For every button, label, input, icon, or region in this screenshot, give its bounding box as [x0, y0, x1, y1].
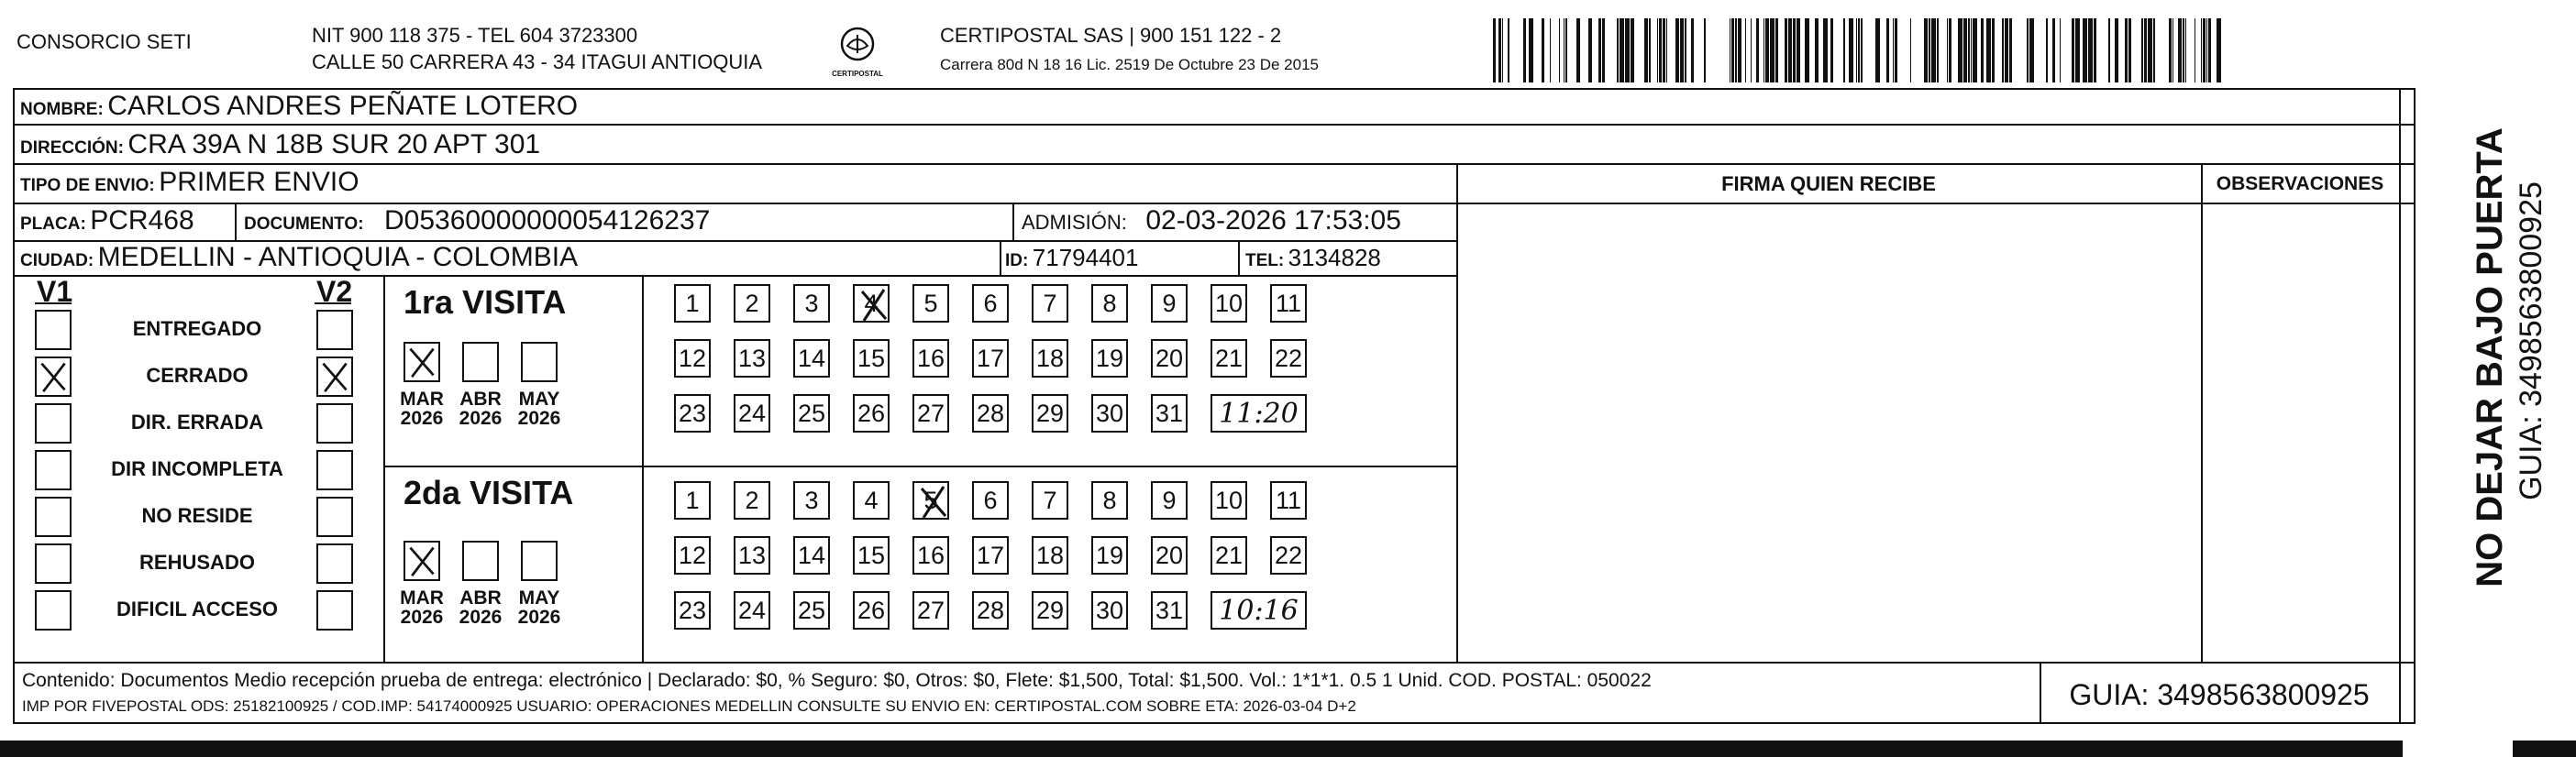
tipo-label: TIPO DE ENVIO:	[20, 176, 155, 195]
day-number: 25	[797, 399, 826, 427]
month-checkbox[interactable]	[404, 342, 440, 382]
day-box[interactable]	[853, 284, 890, 323]
day-box[interactable]	[734, 536, 770, 575]
day-number: 8	[1102, 486, 1117, 514]
day-number: 6	[983, 486, 998, 514]
month-checkbox[interactable]	[521, 342, 558, 382]
firma-area[interactable]	[1460, 205, 2199, 660]
nit-line: NIT 900 118 375 - TEL 604 3723300	[312, 24, 638, 47]
bottom-edge-strip	[0, 741, 2576, 757]
day-number: 4	[864, 289, 879, 317]
observaciones-area[interactable]	[2205, 205, 2397, 660]
day-box[interactable]	[1151, 481, 1188, 520]
day-box[interactable]	[734, 481, 770, 520]
ciudad-cell	[20, 244, 578, 271]
month-label	[453, 588, 508, 627]
day-box[interactable]	[972, 591, 1009, 630]
month-year: 2026	[517, 408, 561, 429]
day-box[interactable]	[793, 591, 830, 630]
handwritten-time: 10:16	[1211, 591, 1307, 630]
month-year: 2026	[400, 607, 444, 628]
day-number: 27	[916, 399, 945, 427]
day-number: 2	[745, 289, 759, 317]
day-box[interactable]	[1151, 536, 1188, 575]
day-box[interactable]	[912, 591, 949, 630]
day-number: 15	[857, 344, 886, 372]
certipostal-logo	[825, 26, 890, 77]
day-number: 1	[685, 289, 700, 317]
handwritten-time: 11:20	[1211, 394, 1307, 433]
footer-guia: GUIA: 3498563800925	[2069, 678, 2370, 711]
day-box[interactable]	[793, 339, 830, 378]
nombre-value: CARLOS ANDRES PEÑATE LOTERO	[107, 91, 579, 121]
id-label: ID:	[1005, 251, 1029, 270]
day-number: 12	[678, 344, 707, 372]
v1-checkbox[interactable]	[35, 310, 72, 350]
day-number: 27	[916, 596, 945, 624]
month-year: 2026	[459, 408, 503, 429]
admision-cell	[1022, 207, 1401, 235]
v1-checkbox[interactable]	[35, 357, 72, 397]
day-number: 20	[1155, 541, 1184, 569]
day-number: 17	[976, 344, 1005, 372]
observaciones-label: OBSERVACIONES	[2216, 173, 2384, 194]
day-number: 1	[685, 486, 700, 514]
day-number: 25	[797, 596, 826, 624]
id-cell	[1005, 246, 1138, 269]
day-number: 11	[1275, 486, 1302, 514]
day-box[interactable]	[734, 591, 770, 630]
license-line: Carrera 80d N 18 16 Lic. 2519 De Octubre 23 De 2015	[940, 56, 1319, 73]
admision-label: ADMISIÓN:	[1022, 211, 1127, 234]
day-box[interactable]	[1270, 339, 1307, 378]
day-number: 19	[1095, 344, 1124, 372]
nombre-label: NOMBRE:	[20, 100, 104, 119]
day-number: 23	[678, 596, 707, 624]
day-box[interactable]	[1091, 536, 1128, 575]
day-box[interactable]	[972, 339, 1009, 378]
ciudad-label: CIUDAD:	[20, 251, 94, 270]
day-number: 17	[976, 541, 1005, 569]
v1-checkbox[interactable]	[35, 450, 72, 490]
v2-checkbox[interactable]	[316, 497, 353, 537]
day-number: 16	[916, 344, 945, 372]
company-name: CONSORCIO SETI	[17, 30, 192, 53]
day-box[interactable]	[853, 394, 890, 433]
day-number: 14	[797, 344, 826, 372]
day-box[interactable]	[1091, 481, 1128, 520]
day-number: 28	[976, 399, 1005, 427]
day-box[interactable]	[912, 394, 949, 433]
month-name: ABR	[459, 587, 502, 609]
v1-checkbox[interactable]	[35, 543, 72, 584]
direccion-row	[20, 131, 540, 159]
day-box[interactable]	[1032, 536, 1068, 575]
day-number: 22	[1274, 344, 1303, 372]
tel-value: 3134828	[1288, 244, 1381, 271]
day-box[interactable]	[1151, 591, 1188, 630]
day-number: 20	[1155, 344, 1184, 372]
ciudad-value: MEDELLIN - ANTIOQUIA - COLOMBIA	[97, 242, 579, 272]
month-year: 2026	[459, 607, 503, 628]
day-box[interactable]	[674, 284, 711, 323]
side-line2: GUIA: 3498563800925	[2514, 181, 2548, 500]
day-number: 19	[1095, 541, 1124, 569]
day-box[interactable]	[853, 339, 890, 378]
day-number: 26	[857, 596, 886, 624]
day-box[interactable]	[674, 591, 711, 630]
v1-checkbox[interactable]	[35, 403, 72, 444]
day-number: 5	[923, 486, 938, 514]
day-box[interactable]	[853, 591, 890, 630]
day-number: 24	[737, 596, 767, 624]
bottom-edge-gap	[2403, 741, 2513, 757]
day-box[interactable]	[1211, 339, 1247, 378]
month-label	[512, 389, 567, 428]
side-line1: NO DEJAR BAJO PUERTA	[2470, 127, 2510, 587]
day-number: 29	[1035, 399, 1065, 427]
day-box[interactable]	[1032, 591, 1068, 630]
month-checkbox[interactable]	[404, 541, 440, 581]
day-number: 30	[1095, 399, 1124, 427]
v1-checkbox[interactable]	[35, 590, 72, 631]
day-box[interactable]	[912, 284, 949, 323]
carrier-line: CERTIPOSTAL SAS | 900 151 122 - 2	[940, 24, 1282, 47]
day-box[interactable]	[1091, 339, 1128, 378]
month-name: ABR	[459, 389, 502, 410]
tipo-value: PRIMER ENVIO	[159, 167, 359, 197]
visit1-title: 1ra VISITA	[404, 283, 567, 321]
v2-checkbox[interactable]	[316, 357, 353, 397]
day-box[interactable]	[972, 481, 1009, 520]
day-number: 21	[1214, 541, 1244, 569]
day-number: 3	[804, 289, 819, 317]
id-value: 71794401	[1032, 244, 1139, 271]
day-box[interactable]	[1091, 394, 1128, 433]
day-box[interactable]	[853, 536, 890, 575]
day-number: 12	[678, 541, 707, 569]
v1-label: V1	[37, 275, 73, 308]
day-number: 13	[737, 344, 767, 372]
footer-line2: IMP POR FIVEPOSTAL ODS: 25182100925 / COD.IMP: 54174000925 USUARIO: OPERACIONES MEDELLIN CONSULTE SU ENVIO EN: CERTIPOSTAL.COM SOBRE ETA: 2026-03-04 D+2	[22, 697, 1356, 715]
status-label: DIFICIL ACCESO	[116, 598, 278, 620]
nombre-row	[20, 93, 578, 120]
direccion-label: DIRECCIÓN:	[20, 138, 124, 158]
day-box[interactable]	[1151, 339, 1188, 378]
month-checkbox[interactable]	[462, 541, 499, 581]
v2-checkbox[interactable]	[316, 543, 353, 584]
day-box[interactable]	[674, 481, 711, 520]
admision-value: 02-03-2026 17:53:05	[1145, 205, 1401, 236]
day-box[interactable]	[674, 536, 711, 575]
day-box[interactable]	[972, 394, 1009, 433]
day-number: 10	[1214, 486, 1244, 514]
day-box[interactable]	[1211, 481, 1247, 520]
day-box[interactable]	[1270, 481, 1307, 520]
day-box[interactable]	[793, 394, 830, 433]
day-box[interactable]	[1091, 591, 1128, 630]
placa-value: PCR468	[90, 205, 194, 236]
address-line: CALLE 50 CARRERA 43 - 34 ITAGUI ANTIOQUIA	[312, 50, 763, 73]
day-number: 16	[916, 541, 945, 569]
day-box[interactable]	[1032, 284, 1068, 323]
direccion-value: CRA 39A N 18B SUR 20 APT 301	[127, 129, 541, 159]
documento-value: D05360000000054126237	[384, 205, 711, 236]
status-label: DIR INCOMPLETA	[111, 457, 283, 480]
day-box[interactable]	[793, 284, 830, 323]
day-box[interactable]	[1211, 284, 1247, 323]
month-name: MAY	[518, 587, 560, 609]
day-number: 22	[1274, 541, 1303, 569]
day-box[interactable]	[674, 394, 711, 433]
day-number: 30	[1095, 596, 1124, 624]
day-box[interactable]	[972, 536, 1009, 575]
documento-cell	[244, 207, 710, 235]
status-label: REHUSADO	[139, 551, 255, 574]
month-label	[512, 588, 567, 627]
day-number: 29	[1035, 596, 1065, 624]
month-year: 2026	[517, 607, 561, 628]
v1-checkbox[interactable]	[35, 497, 72, 537]
day-box[interactable]	[734, 339, 770, 378]
day-number: 28	[976, 596, 1005, 624]
day-number: 11	[1275, 289, 1302, 317]
day-number: 23	[678, 399, 707, 427]
day-number: 18	[1035, 344, 1065, 372]
day-box[interactable]	[793, 481, 830, 520]
day-number: 14	[797, 541, 826, 569]
day-number: 21	[1214, 344, 1244, 372]
month-name: MAY	[518, 389, 560, 410]
placa-label: PLACA:	[20, 214, 86, 234]
day-box[interactable]	[1032, 339, 1068, 378]
day-number: 6	[983, 289, 998, 317]
status-label: ENTREGADO	[132, 317, 262, 340]
day-number: 15	[857, 541, 886, 569]
day-number: 2	[745, 486, 759, 514]
month-checkbox[interactable]	[462, 342, 499, 382]
tel-cell	[1245, 246, 1381, 269]
day-number: 7	[1043, 486, 1057, 514]
v2-checkbox[interactable]	[316, 310, 353, 350]
day-box[interactable]	[853, 481, 890, 520]
day-number: 18	[1035, 541, 1065, 569]
v2-label: V2	[316, 275, 353, 308]
month-name: MAR	[400, 389, 444, 410]
day-box[interactable]	[734, 394, 770, 433]
day-number: 31	[1155, 596, 1184, 624]
barcode	[1493, 18, 2227, 82]
day-number: 5	[923, 289, 938, 317]
day-number: 9	[1162, 486, 1177, 514]
day-number: 3	[804, 486, 819, 514]
day-number: 9	[1162, 289, 1177, 317]
day-number: 8	[1102, 289, 1117, 317]
day-box[interactable]	[1270, 284, 1307, 323]
visit2-title: 2da VISITA	[404, 474, 574, 511]
day-number: 13	[737, 541, 767, 569]
status-label: DIR. ERRADA	[130, 411, 264, 433]
v2-checkbox[interactable]	[316, 403, 353, 444]
day-number: 4	[864, 486, 879, 514]
day-box[interactable]	[912, 536, 949, 575]
day-box[interactable]	[793, 536, 830, 575]
day-box[interactable]	[674, 339, 711, 378]
day-box[interactable]	[1032, 481, 1068, 520]
side-panel	[2421, 92, 2568, 642]
month-label	[394, 588, 449, 627]
v2-checkbox[interactable]	[316, 450, 353, 490]
status-label: CERRADO	[146, 364, 249, 387]
day-box[interactable]	[1151, 394, 1188, 433]
day-box[interactable]	[1032, 394, 1068, 433]
footer-line1: Contenido: Documentos Medio recepción prueba de entrega: electrónico | Declarado: $0, % Seguro: $0, Otros: $0, Flete: $1,500, Total: $1,500. Vol.: 1*1*1. 0.5 1 Unid. COD. POSTAL: 050022	[22, 670, 1652, 691]
day-number: 7	[1043, 289, 1057, 317]
day-box[interactable]	[972, 284, 1009, 323]
month-year: 2026	[400, 408, 444, 429]
day-number: 24	[737, 399, 767, 427]
logo-text: CERTIPOSTAL	[832, 70, 883, 78]
day-box[interactable]	[1270, 536, 1307, 575]
tipo-row	[20, 169, 359, 196]
day-box[interactable]	[1091, 284, 1128, 323]
day-box[interactable]	[912, 339, 949, 378]
day-number: 26	[857, 399, 886, 427]
month-name: MAR	[400, 587, 444, 609]
day-box[interactable]	[734, 284, 770, 323]
status-label: NO RESIDE	[141, 504, 253, 527]
month-checkbox[interactable]	[521, 541, 558, 581]
day-number: 31	[1155, 399, 1184, 427]
month-label	[394, 389, 449, 428]
tel-label: TEL:	[1245, 251, 1285, 270]
day-number: 10	[1214, 289, 1244, 317]
day-box[interactable]	[1151, 284, 1188, 323]
v2-checkbox[interactable]	[316, 590, 353, 631]
day-box[interactable]	[912, 481, 949, 520]
month-label	[453, 389, 508, 428]
documento-label: DOCUMENTO:	[244, 214, 364, 234]
firma-label: FIRMA QUIEN RECIBE	[1721, 172, 1936, 195]
placa-cell	[20, 207, 194, 235]
day-box[interactable]	[1211, 536, 1247, 575]
